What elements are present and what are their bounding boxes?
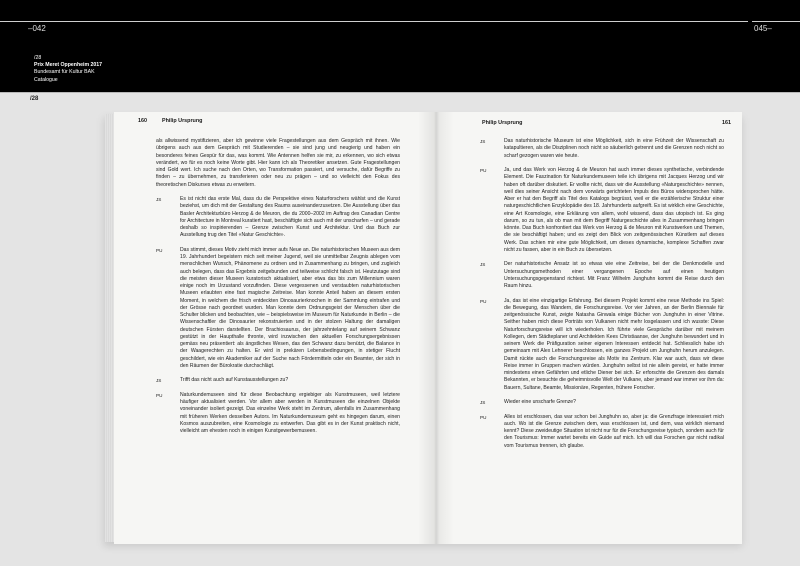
book-gutter: [418, 112, 454, 544]
interview-paragraph: [156, 377, 400, 384]
running-head-page-number: 160: [138, 118, 147, 124]
header-bar: [0, 0, 800, 92]
speaker-label: JS: [480, 139, 486, 144]
page-number-left: –042: [28, 24, 46, 33]
speaker-label: JS: [156, 378, 162, 384]
running-head-author: Philip Ursprung: [482, 120, 523, 126]
paragraph-text: Das stimmt, dieses Motiv zieht mich immer aufs Neue an. Die naturhistorischen Museen aus dem 19. Jahrhundert begeistern mich seit meiner Jugend, weil sie unmittelbar Zeugnis ablegen vom menschlichen Wunsch, Phänomene zu ordnen und in Zusammenhang zu bringen, und zugleich auch belegen, dass das Ergebnis zeitgebunden und teilweise schlicht falsch ist. Heutzutage sind die meisten dieser Museen kuratorisch aktualisiert, aber etwa das bis zum Millennium waren einige noch im Urzustand vorzufinden. Diese vergessenen und verstaubten naturhistorischen Museen erlaubten eine fast magische Zeitreise. Man konnte Anteil haben an diesem ersten Moment, in welchem die frisch entdeckten Dinosaurierknochen in der Sammlung eintrafen und der Grösse nach geordnet wurden. Man konnte dem Ordnungsgeist der Menschen über die Schulter blicken und beobachten, wie – beispielsweise im Museum für Naturkunde in Berlin – die Wissenschaftler die Dinosaurier rekonstruierten und in der stolzen Haltung der damaligen deutschen Fürsten darstellten. Der Brachiosaurus, der jahrzehntelang auf seinem Schwanz gestützt in der Haupthalle thronte, wird inzwischen den aktuellen Forschungsergebnissen gemäss neu präsentiert: als ängstliches Wesen, das den Schwanz dazu benützt, die Balance in der Waagerechten zu halten. Er wird in prekären Lebensbedingungen, in stetiger Flucht geschildert, wie ein Akademiker auf der Suche nach Fördermitteln oder ein Beamter, der sich in den Räumen der Bürokratie durchschlägt.: [180, 246, 400, 369]
meta-line: Prix Meret Oppenheim 2017: [34, 62, 103, 69]
running-head-author: Philip Ursprung: [162, 118, 203, 124]
speaker-label: PU: [480, 414, 487, 420]
speaker-label: PU: [156, 392, 163, 398]
paragraph-text: Wieder eine unscharfe Grenze?: [504, 399, 576, 405]
interview-paragraph: [480, 261, 724, 290]
interview-paragraph: [156, 196, 400, 240]
paragraph-text: Der naturhistorische Ansatz ist so etwas wie eine Zeitreise, bei der die Denkmodelle und Untersuchungsmethoden einer vergangenen Epoche auf einen heutigen Untersuchungsgegenstand richtest. Mit Franz Wilhelm Junghuhn kommt die Reise durch den Raum hinzu.: [504, 261, 724, 289]
speaker-label: PU: [480, 168, 487, 173]
running-head-page-number: 161: [722, 120, 731, 126]
paragraph-text: Ja, das ist eine einzigartige Erfahrung. Bei diesem Projekt kommt eine neue Methode ins Spiel: die Bewegung, das Wandern, die Forschungsreise. Vor vier Jahren, an der Berlin Biennale für zeitgenössische Kunst, zeigte Natasha Ginwala einige Bücher von Junghuhn in einer Vitrine. Seither haben mich diese Porträts von Vulkanen nicht mehr losgelassen und ich wusste: Diese Naturforschungsreise will ich wiederholen. Ich führte viele Gespräche darüber mit meinem Kollegen, dem Städteplaner und Architekten Kees Christiaanse, der Junghuhn bewundert und in seinem Werk die Präfiguration seiner eigenen Interessen entdeckt hat. Schliesslich habe ich gemeinsam mit Alex Lehnerer beschlossen, ein ganzes Projekt um Junghuhn herum anzulegen. Damit rückte auch die Forschungsreise als Motiv ins Zentrum. Klar war auch, dass wir diese Reise immer in Gruppen machen würden. Junghuhn selbst ist nie allein gereist, er hatte immer mindestens einen Gefährten und etliche Diener bei sich. Er erforschte die Grenzen des damals Bekannten, er besuchte die geheimnisvolle Welt der Vulkane, aber jemand war immer vor ihm da: Bauern, Sultane, Beamte, Missionäre, Regenten, frühere Forscher.: [504, 297, 724, 391]
interview-paragraph: [480, 167, 724, 254]
section-number: /28: [30, 96, 39, 102]
book-page-right: [436, 112, 742, 544]
header-rule-right: [752, 21, 800, 22]
interview-paragraph: [480, 399, 724, 406]
interview-paragraph: [156, 138, 400, 189]
book-page-left: [114, 112, 436, 544]
paragraph-text: Alles ist erschlossen, das war schon bei Junghuhn so, aber ja: die Grenzfrage interessiert mich auch. Wo ist die Grenze zwischen dem, was erschlossen ist, und dem, was wirklich niemand kennt? Diese zweideutige Situation ist nicht nur für die Forschungsreise typisch, sondern auch für den Tourismus: Immer wartet bereits ein Guide auf mich. Ich will das Forschen gar nicht radikal vom Tourismus trennen, ich glaube.: [504, 413, 724, 449]
paragraph-text: Das naturhistorische Museum ist eine Möglichkeit, sich in eine Frühzeit der Wissenschaft zu katapultieren, als die Disziplinen noch nicht so säuberlich getrennt und die Grenzen noch nicht so scharf gezogen waren wie heute.: [504, 138, 724, 159]
text-column-left: [156, 138, 400, 443]
header-rule-left: [0, 21, 748, 22]
paragraph-text: Naturkundemuseen sind für diese Beobachtung ergiebiger als Kunstmuseen, weil letztere häufiger aktualisiert werden. Vor allem aber werden in Kunstmuseen die einzelnen Objekte voneinander isoliert gezeigt. Das einzelne Werk steht im Zentrum, allenfalls im Zusammenhang mit früheren Werken desselben Autors. Im Naturkundemuseum geht es hingegen darum, einen Kosmos auszubreiten, eine Kosmologie zu entwerfen. Das gibt es in der Kunst praktisch nicht, vielleicht am ehesten noch in einigen Kunstgewerbemuseen.: [180, 391, 400, 434]
interview-paragraph: [480, 414, 724, 450]
speaker-label: JS: [480, 400, 486, 405]
meta-line: Catalogue: [34, 76, 58, 83]
catalogue-meta: [34, 55, 102, 84]
interview-paragraph: [156, 247, 400, 370]
page-number-right: 045–: [754, 24, 772, 33]
speaker-label: JS: [156, 197, 162, 202]
paragraph-text: Ja, und das Werk von Herzog & de Meuron hat auch immer dieses synthetische, verbindende Element. Die Faszination für Naturkundemuseen teile ich übrigens mit Jacques Herzog und wir haben oft darüber diskutiert. Er wollte nicht, dass wir die Ausstellung «Naturgeschichte» nennen, weil dies seiner Ansicht nach dem vorwärts gerichteten Impuls des Büros widersprochen hätte. Aber er hat den Begriff als Titel des Katalogs begrüsst, weil er die erzählerische Struktur einer naturgeschichtlichen Enzyklopädie des 18. Jahrhunderts aufgreift. Es ist wirklich eine Geschichte, eine Art Kosmologie, eine Erklärung von allem, wohl wissend, dass das utopisch ist. Es ging darum, so zu tun, als ob man mit dem Begriff Naturgeschichte alles in Zusammenhang bringen könnte. Das Buch konfrontiert das Werk von Herzog & de Meuron mit Kunstwerken und Themen, die sie beschäftigt haben; und es zeigt den Blick von zeitgenössischen Künstlern auf dieses Werk. Das schien mir eine gute Möglichkeit, um dieses dynamische, komplexe Schaffen zwar nicht zu fassen, aber in ein Buch zu übersetzen.: [504, 167, 724, 253]
text-column-right: [480, 138, 724, 457]
speaker-label: PU: [156, 247, 163, 253]
paragraph-text: Trifft das nicht auch auf Kunstausstellungen zu?: [180, 377, 289, 384]
speaker-label: PU: [480, 298, 487, 304]
photo-stage: [0, 92, 800, 566]
section-rule: [0, 92, 800, 93]
speaker-label: JS: [480, 262, 486, 268]
meta-line: /28: [34, 55, 42, 61]
interview-paragraph: [480, 138, 724, 160]
paragraph-text: Es ist nicht das erste Mal, dass du die Perspektive eines Naturforschers wählst und die Kunst beziehst, um dich mit der Gestaltung des Raums auseinanderzusetzen. Die Ausstellung über das Basler Architekturbüro Herzog & de Meuron, die du 2000–2002 im Auftrag des Canadian Centre for Architecture in Montreal kuratiert hast, beschäftigte sich auch mit der unscharfen – und gerade deshalb so inspirierenden – Grenze zwischen Kunst und Architektur. Und das Buch zur Ausstellung trug den Titel «Natur Geschichte».: [180, 196, 400, 239]
paragraph-text: als allwissend mystifizieren, aber ich gewinne viele Fragestellungen aus dem Gespräch mit ihnen. Wie übrigens auch aus dem Gespräch mit Studierenden – sie sind jung und neugierig und haben ein besonderes feines Gespür für das, was kommt. Wie Antennen helfen sie mir, zu erkennen, wo sich etwas verändert, wo für es noch keine Worte gibt. Hier kann ich als Theoretiker ansetzen. Gute Fragestellungen sind Gold wert. Ich suche nach den Orten, wo Transformation passiert, und versuche, dafür Begriffe zu finden – zu übernehmen, zu transferieren oder neu zu prägen – und so vielleicht den Fokus des theoretischen Diskurses etwas zu erweitern.: [156, 138, 400, 188]
interview-paragraph: [156, 392, 400, 436]
meta-line: Bundesamt für Kultur BAK: [34, 69, 95, 76]
interview-paragraph: [480, 298, 724, 392]
